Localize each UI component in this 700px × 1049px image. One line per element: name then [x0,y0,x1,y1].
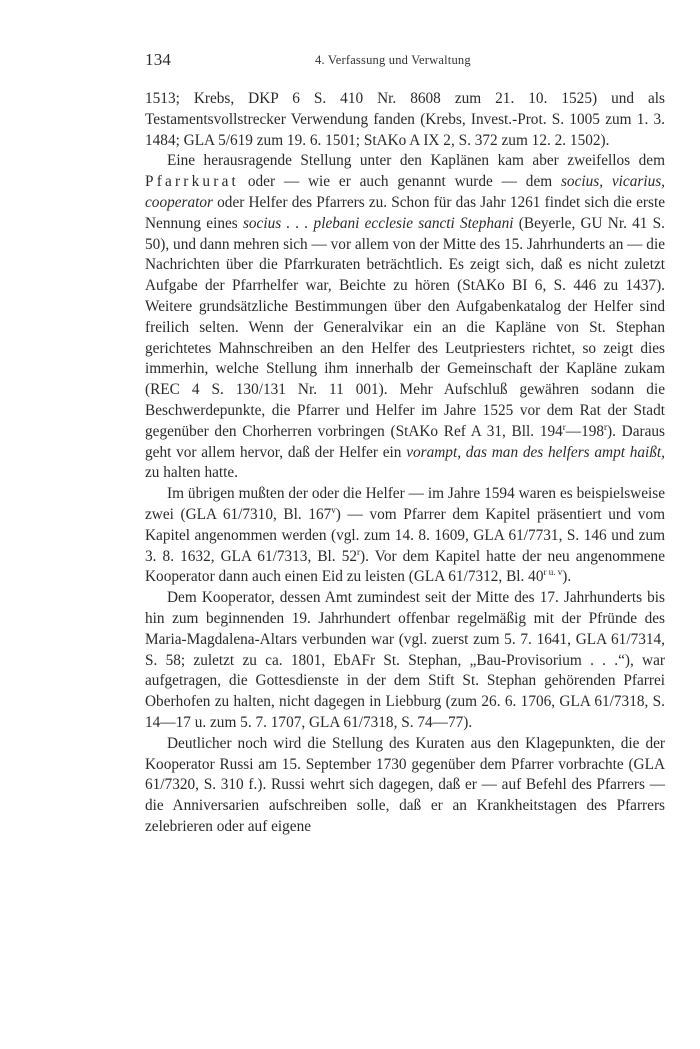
page-header [145,50,665,72]
superscript: r [562,421,566,432]
italic-quote: vorampt, das man des helfers ampt haißt, [406,443,665,461]
text-run: oder — wie er auch genannt wurde — dem [239,173,561,191]
paragraph-2 [145,151,665,484]
text-run: ). Daraus geht vor allem hervor, daß der Helfer ein [145,422,665,461]
letterspaced-term: Pfarrkurat [145,173,240,191]
paragraph-1-text: 1513; Krebs, DKP 6 S. 410 Nr. 8608 zum 21. 10. 1525) und als Testamentsvollstrecker Verwendung fanden (Krebs, Invest.-Prot. S. 1005 zum 1. 3. 1484; GLA 5/619 zum 19. 6. 1501; StAKo A IX 2, S. 372 zum 12. 2. 1502). [145,90,665,149]
paragraph-4 [145,588,665,734]
paragraph-3 [145,484,665,588]
text-run: ). Vor dem Kapitel hatte der neu angenommene Kooperator dann auch einen Eid zu leisten (GLA 61/7312, Bl. 40 [145,547,665,586]
text-run: ). [562,568,572,586]
paragraph-5 [145,734,665,838]
text-run: zu halten hatte. [145,464,239,482]
page-number: 134 [145,50,172,69]
text-run: ) — vom Pfarrer dem Kapitel präsentiert und vom Kapitel angenommen werden (vgl. zum 14. 8. 1609, GLA 61/7731, S. 146 und zum 3. 8. 1632, GLA 61/7313, Bl. 52 [145,505,665,565]
text-run: —198 [565,422,605,440]
paragraph-4-text: Dem Kooperator, dessen Amt zumindest seit der Mitte des 17. Jahrhunderts bis hin zum beginnenden 19. Jahrhundert offenbar regelmäßig mit der Pfründe des Maria-Magdalena-Altars verbunden war (vgl. zuerst zum 5. 7. 1641, GLA 61/7314, S. 58; zuletzt zu ca. 1801, EbAFr St. Stephan, „Bau-Provisorium . . .“), war aufgetragen, die Gottesdienste in der dem Stift St. Stephan gehörenden Pfarrei Oberhofen zu halten, nicht dagegen in Liebburg (zum 26. 6. 1706, GLA 61/7318, S. 14—17 u. zum 5. 7. 1707, GLA 61/7318, S. 74—77). [145,589,665,731]
superscript: v [331,504,336,515]
text-run: (Beyerle, GU Nr. 41 S. 50), und dann mehren sich — vor allem von der Mitte des 15. Jahrhunderts an — die Nachrichten über die Pfarrkuraten beträchtlich. Es zeigt sich, daß es nicht zuletzt Aufgabe der Pfarrhelfer war, Beichte zu hören (StAKo BI 6, S. 446 zu 1437). Weitere grundsätzliche Bestimmungen über den Aufgabenkatalog der Helfer sind freilich selten. Wenn der Generalvikar ein an die Kapläne von St. Stephan gerichtetes Mahnschreiben an den Helfer des Leutpriesters richtet, so zeigt dies immerhin, welche Stellung ihm innerhalb der Gemeinschaft der Kapläne zukam (REC 4 S. 130/131 Nr. 11 001). Mehr Aufschluß gewähren sodann die Beschwerdepunkte, die Pfarrer und Helfer im Jahre 1525 vor dem Rat der Stadt gegenüber den Chorherren vorbringen (StAKo Ref A 31, Bll. 194 [145,214,665,440]
superscript: r [604,421,608,432]
paragraph-5-text: Deutlicher noch wird die Stellung des Kuraten aus den Klagepunkten, die der Kooperator Russi am 15. September 1730 gegenüber dem Pfarrer vorbrachte (GLA 61/7320, S. 310 f.). Russi wehrt sich dagegen, daß er — auf Befehl des Pfarrers — die Anniversarien aufschreiben solle, daß er an Krankheitstagen des Pfarrers zelebrieren oder auf eigene [145,734,665,835]
text-run: Eine herausragende Stellung unter den Kaplänen kam aber zweifellos dem [167,152,665,170]
italic-quote: socius . . . plebani ecclesie sancti Stephani [242,214,514,232]
superscript: r u. v [543,567,563,578]
text-run: oder Helfer des Pfarrers zu. Schon für das Jahr 1261 findet sich die erste Nennung eines [145,193,665,232]
body-text [145,89,665,838]
text-run: Im übrigen mußten der oder die Helfer — im Jahre 1594 waren es beispielsweise zwei (GLA 61/7310, Bl. 167 [145,485,665,523]
italic-term: socius, vicarius, cooperator [145,173,665,211]
paragraph-1 [145,89,665,151]
superscript: r [357,546,361,557]
running-head: 4. Verfassung und Verwaltung [315,53,471,67]
